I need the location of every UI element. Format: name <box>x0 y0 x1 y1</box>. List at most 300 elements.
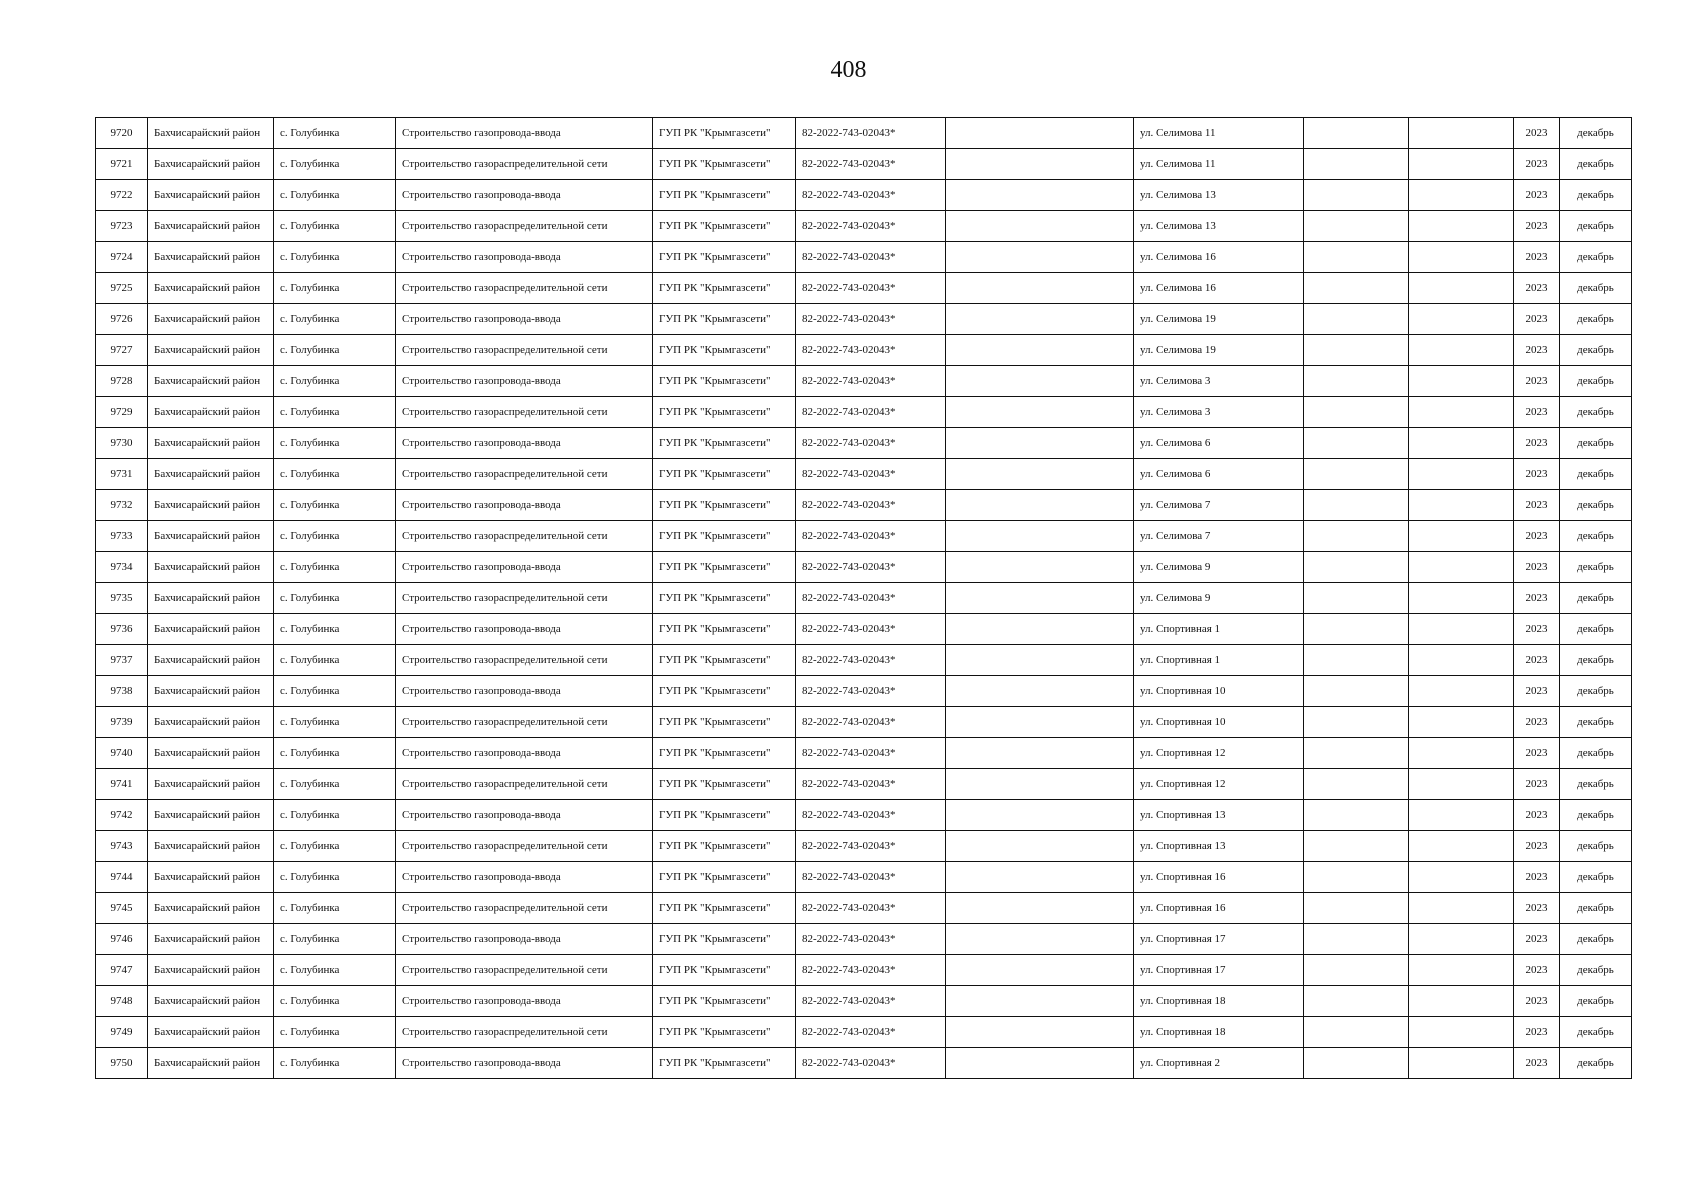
empty-cell <box>1304 738 1409 769</box>
empty-cell <box>1409 831 1514 862</box>
village-cell: с. Голубинка <box>274 893 396 924</box>
village-cell: с. Голубинка <box>274 583 396 614</box>
row-number: 9749 <box>96 1017 148 1048</box>
empty-cell <box>1304 645 1409 676</box>
empty-cell <box>1304 397 1409 428</box>
table-row <box>96 180 1632 211</box>
year-cell: 2023 <box>1514 273 1560 304</box>
table-row <box>96 118 1632 149</box>
year-cell: 2023 <box>1514 242 1560 273</box>
district-cell: Бахчисарайский район <box>148 366 274 397</box>
year-cell: 2023 <box>1514 180 1560 211</box>
table-row <box>96 645 1632 676</box>
work-type-cell: Строительство газораспределительной сети <box>396 955 653 986</box>
village-cell: с. Голубинка <box>274 459 396 490</box>
address-cell: ул. Спортивная 18 <box>1134 986 1304 1017</box>
empty-cell <box>946 955 1134 986</box>
empty-cell <box>1409 397 1514 428</box>
work-type-cell: Строительство газораспределительной сети <box>396 893 653 924</box>
year-cell: 2023 <box>1514 1017 1560 1048</box>
address-cell: ул. Селимова 7 <box>1134 521 1304 552</box>
program-code-cell: 82-2022-743-02043* <box>796 893 946 924</box>
row-number: 9735 <box>96 583 148 614</box>
empty-cell <box>1409 769 1514 800</box>
page-number: 408 <box>830 57 867 83</box>
empty-cell <box>1304 893 1409 924</box>
year-cell: 2023 <box>1514 366 1560 397</box>
table-row <box>96 676 1632 707</box>
work-type-cell: Строительство газопровода-ввода <box>396 800 653 831</box>
village-cell: с. Голубинка <box>274 862 396 893</box>
month-cell: декабрь <box>1560 211 1632 242</box>
empty-cell <box>946 490 1134 521</box>
empty-cell <box>1304 1048 1409 1079</box>
year-cell: 2023 <box>1514 862 1560 893</box>
empty-cell <box>1409 211 1514 242</box>
empty-cell <box>946 366 1134 397</box>
district-cell: Бахчисарайский район <box>148 149 274 180</box>
work-type-cell: Строительство газораспределительной сети <box>396 521 653 552</box>
year-cell: 2023 <box>1514 397 1560 428</box>
organization-cell: ГУП РК "Крымгазсети" <box>653 335 796 366</box>
row-number: 9736 <box>96 614 148 645</box>
address-cell: ул. Селимова 13 <box>1134 211 1304 242</box>
village-cell: с. Голубинка <box>274 118 396 149</box>
address-cell: ул. Селимова 7 <box>1134 490 1304 521</box>
empty-cell <box>946 862 1134 893</box>
row-number: 9730 <box>96 428 148 459</box>
district-cell: Бахчисарайский район <box>148 831 274 862</box>
program-code-cell: 82-2022-743-02043* <box>796 986 946 1017</box>
work-type-cell: Строительство газораспределительной сети <box>396 645 653 676</box>
program-code-cell: 82-2022-743-02043* <box>796 1017 946 1048</box>
organization-cell: ГУП РК "Крымгазсети" <box>653 366 796 397</box>
empty-cell <box>1409 180 1514 211</box>
empty-cell <box>946 1017 1134 1048</box>
address-cell: ул. Спортивная 10 <box>1134 676 1304 707</box>
district-cell: Бахчисарайский район <box>148 738 274 769</box>
empty-cell <box>1409 490 1514 521</box>
program-code-cell: 82-2022-743-02043* <box>796 490 946 521</box>
empty-cell <box>1304 366 1409 397</box>
program-code-cell: 82-2022-743-02043* <box>796 924 946 955</box>
empty-cell <box>946 1048 1134 1079</box>
month-cell: декабрь <box>1560 180 1632 211</box>
row-number: 9743 <box>96 831 148 862</box>
month-cell: декабрь <box>1560 707 1632 738</box>
program-code-cell: 82-2022-743-02043* <box>796 676 946 707</box>
address-cell: ул. Спортивная 1 <box>1134 614 1304 645</box>
organization-cell: ГУП РК "Крымгазсети" <box>653 676 796 707</box>
work-type-cell: Строительство газораспределительной сети <box>396 149 653 180</box>
address-cell: ул. Селимова 16 <box>1134 242 1304 273</box>
empty-cell <box>946 614 1134 645</box>
work-type-cell: Строительство газопровода-ввода <box>396 490 653 521</box>
empty-cell <box>1304 180 1409 211</box>
address-cell: ул. Селимова 16 <box>1134 273 1304 304</box>
empty-cell <box>1409 893 1514 924</box>
district-cell: Бахчисарайский район <box>148 955 274 986</box>
organization-cell: ГУП РК "Крымгазсети" <box>653 273 796 304</box>
address-cell: ул. Спортивная 1 <box>1134 645 1304 676</box>
organization-cell: ГУП РК "Крымгазсети" <box>653 893 796 924</box>
work-type-cell: Строительство газораспределительной сети <box>396 707 653 738</box>
year-cell: 2023 <box>1514 335 1560 366</box>
empty-cell <box>946 397 1134 428</box>
address-cell: ул. Селимова 9 <box>1134 583 1304 614</box>
table-row <box>96 738 1632 769</box>
year-cell: 2023 <box>1514 645 1560 676</box>
empty-cell <box>1304 211 1409 242</box>
year-cell: 2023 <box>1514 428 1560 459</box>
empty-cell <box>1409 1048 1514 1079</box>
month-cell: декабрь <box>1560 118 1632 149</box>
program-code-cell: 82-2022-743-02043* <box>796 521 946 552</box>
organization-cell: ГУП РК "Крымгазсети" <box>653 118 796 149</box>
district-cell: Бахчисарайский район <box>148 1017 274 1048</box>
month-cell: декабрь <box>1560 831 1632 862</box>
organization-cell: ГУП РК "Крымгазсети" <box>653 521 796 552</box>
program-code-cell: 82-2022-743-02043* <box>796 180 946 211</box>
register-table <box>95 117 1632 1079</box>
district-cell: Бахчисарайский район <box>148 924 274 955</box>
empty-cell <box>1304 924 1409 955</box>
village-cell: с. Голубинка <box>274 304 396 335</box>
organization-cell: ГУП РК "Крымгазсети" <box>653 149 796 180</box>
table-row <box>96 924 1632 955</box>
row-number: 9725 <box>96 273 148 304</box>
month-cell: декабрь <box>1560 800 1632 831</box>
row-number: 9732 <box>96 490 148 521</box>
table-row <box>96 831 1632 862</box>
village-cell: с. Голубинка <box>274 955 396 986</box>
district-cell: Бахчисарайский район <box>148 521 274 552</box>
row-number: 9742 <box>96 800 148 831</box>
empty-cell <box>946 583 1134 614</box>
village-cell: с. Голубинка <box>274 986 396 1017</box>
empty-cell <box>1409 862 1514 893</box>
district-cell: Бахчисарайский район <box>148 862 274 893</box>
organization-cell: ГУП РК "Крымгазсети" <box>653 800 796 831</box>
row-number: 9747 <box>96 955 148 986</box>
table-row <box>96 273 1632 304</box>
district-cell: Бахчисарайский район <box>148 273 274 304</box>
district-cell: Бахчисарайский район <box>148 1048 274 1079</box>
table-row <box>96 521 1632 552</box>
empty-cell <box>946 831 1134 862</box>
program-code-cell: 82-2022-743-02043* <box>796 552 946 583</box>
row-number: 9720 <box>96 118 148 149</box>
district-cell: Бахчисарайский район <box>148 428 274 459</box>
district-cell: Бахчисарайский район <box>148 211 274 242</box>
table-row <box>96 1048 1632 1079</box>
row-number: 9729 <box>96 397 148 428</box>
program-code-cell: 82-2022-743-02043* <box>796 211 946 242</box>
address-cell: ул. Спортивная 17 <box>1134 955 1304 986</box>
work-type-cell: Строительство газопровода-ввода <box>396 862 653 893</box>
village-cell: с. Голубинка <box>274 831 396 862</box>
work-type-cell: Строительство газораспределительной сети <box>396 211 653 242</box>
row-number: 9724 <box>96 242 148 273</box>
village-cell: с. Голубинка <box>274 211 396 242</box>
village-cell: с. Голубинка <box>274 366 396 397</box>
district-cell: Бахчисарайский район <box>148 490 274 521</box>
address-cell: ул. Спортивная 2 <box>1134 1048 1304 1079</box>
month-cell: декабрь <box>1560 459 1632 490</box>
address-cell: ул. Селимова 6 <box>1134 428 1304 459</box>
empty-cell <box>946 428 1134 459</box>
year-cell: 2023 <box>1514 986 1560 1017</box>
program-code-cell: 82-2022-743-02043* <box>796 583 946 614</box>
organization-cell: ГУП РК "Крымгазсети" <box>653 614 796 645</box>
empty-cell <box>946 552 1134 583</box>
empty-cell <box>1409 366 1514 397</box>
year-cell: 2023 <box>1514 769 1560 800</box>
organization-cell: ГУП РК "Крымгазсети" <box>653 211 796 242</box>
district-cell: Бахчисарайский район <box>148 242 274 273</box>
program-code-cell: 82-2022-743-02043* <box>796 273 946 304</box>
village-cell: с. Голубинка <box>274 428 396 459</box>
empty-cell <box>1304 769 1409 800</box>
address-cell: ул. Спортивная 12 <box>1134 769 1304 800</box>
organization-cell: ГУП РК "Крымгазсети" <box>653 769 796 800</box>
program-code-cell: 82-2022-743-02043* <box>796 862 946 893</box>
month-cell: декабрь <box>1560 273 1632 304</box>
work-type-cell: Строительство газопровода-ввода <box>396 924 653 955</box>
row-number: 9734 <box>96 552 148 583</box>
empty-cell <box>1409 707 1514 738</box>
empty-cell <box>1409 242 1514 273</box>
month-cell: декабрь <box>1560 769 1632 800</box>
work-type-cell: Строительство газопровода-ввода <box>396 428 653 459</box>
district-cell: Бахчисарайский район <box>148 645 274 676</box>
empty-cell <box>1409 273 1514 304</box>
table-row <box>96 304 1632 335</box>
table-row <box>96 583 1632 614</box>
year-cell: 2023 <box>1514 924 1560 955</box>
program-code-cell: 82-2022-743-02043* <box>796 831 946 862</box>
work-type-cell: Строительство газопровода-ввода <box>396 986 653 1017</box>
empty-cell <box>946 800 1134 831</box>
year-cell: 2023 <box>1514 955 1560 986</box>
organization-cell: ГУП РК "Крымгазсети" <box>653 242 796 273</box>
year-cell: 2023 <box>1514 521 1560 552</box>
organization-cell: ГУП РК "Крымгазсети" <box>653 397 796 428</box>
empty-cell <box>1304 118 1409 149</box>
empty-cell <box>946 304 1134 335</box>
month-cell: декабрь <box>1560 335 1632 366</box>
year-cell: 2023 <box>1514 490 1560 521</box>
district-cell: Бахчисарайский район <box>148 800 274 831</box>
address-cell: ул. Селимова 3 <box>1134 397 1304 428</box>
year-cell: 2023 <box>1514 831 1560 862</box>
empty-cell <box>1304 986 1409 1017</box>
empty-cell <box>1409 521 1514 552</box>
village-cell: с. Голубинка <box>274 490 396 521</box>
work-type-cell: Строительство газопровода-ввода <box>396 738 653 769</box>
organization-cell: ГУП РК "Крымгазсети" <box>653 180 796 211</box>
organization-cell: ГУП РК "Крымгазсети" <box>653 707 796 738</box>
month-cell: декабрь <box>1560 552 1632 583</box>
organization-cell: ГУП РК "Крымгазсети" <box>653 924 796 955</box>
row-number: 9746 <box>96 924 148 955</box>
register-body <box>96 118 1632 1079</box>
empty-cell <box>1304 521 1409 552</box>
district-cell: Бахчисарайский район <box>148 614 274 645</box>
program-code-cell: 82-2022-743-02043* <box>796 769 946 800</box>
district-cell: Бахчисарайский район <box>148 583 274 614</box>
empty-cell <box>946 335 1134 366</box>
month-cell: декабрь <box>1560 738 1632 769</box>
address-cell: ул. Спортивная 13 <box>1134 831 1304 862</box>
work-type-cell: Строительство газопровода-ввода <box>396 1048 653 1079</box>
month-cell: декабрь <box>1560 676 1632 707</box>
program-code-cell: 82-2022-743-02043* <box>796 335 946 366</box>
empty-cell <box>1409 304 1514 335</box>
table-row <box>96 366 1632 397</box>
work-type-cell: Строительство газопровода-ввода <box>396 676 653 707</box>
organization-cell: ГУП РК "Крымгазсети" <box>653 862 796 893</box>
year-cell: 2023 <box>1514 211 1560 242</box>
empty-cell <box>946 118 1134 149</box>
year-cell: 2023 <box>1514 738 1560 769</box>
program-code-cell: 82-2022-743-02043* <box>796 459 946 490</box>
program-code-cell: 82-2022-743-02043* <box>796 304 946 335</box>
work-type-cell: Строительство газопровода-ввода <box>396 304 653 335</box>
year-cell: 2023 <box>1514 149 1560 180</box>
empty-cell <box>1304 459 1409 490</box>
year-cell: 2023 <box>1514 304 1560 335</box>
empty-cell <box>1409 800 1514 831</box>
year-cell: 2023 <box>1514 800 1560 831</box>
month-cell: декабрь <box>1560 645 1632 676</box>
district-cell: Бахчисарайский район <box>148 118 274 149</box>
year-cell: 2023 <box>1514 118 1560 149</box>
work-type-cell: Строительство газораспределительной сети <box>396 769 653 800</box>
year-cell: 2023 <box>1514 1048 1560 1079</box>
empty-cell <box>1304 304 1409 335</box>
organization-cell: ГУП РК "Крымгазсети" <box>653 304 796 335</box>
district-cell: Бахчисарайский район <box>148 552 274 583</box>
empty-cell <box>1304 1017 1409 1048</box>
empty-cell <box>1304 955 1409 986</box>
organization-cell: ГУП РК "Крымгазсети" <box>653 583 796 614</box>
district-cell: Бахчисарайский район <box>148 893 274 924</box>
table-row <box>96 459 1632 490</box>
year-cell: 2023 <box>1514 583 1560 614</box>
table-row <box>96 986 1632 1017</box>
empty-cell <box>1409 924 1514 955</box>
empty-cell <box>946 180 1134 211</box>
work-type-cell: Строительство газопровода-ввода <box>396 614 653 645</box>
table-row <box>96 428 1632 459</box>
program-code-cell: 82-2022-743-02043* <box>796 738 946 769</box>
empty-cell <box>946 986 1134 1017</box>
row-number: 9727 <box>96 335 148 366</box>
empty-cell <box>1409 614 1514 645</box>
empty-cell <box>1304 149 1409 180</box>
empty-cell <box>1409 738 1514 769</box>
table-row <box>96 769 1632 800</box>
row-number: 9721 <box>96 149 148 180</box>
month-cell: декабрь <box>1560 397 1632 428</box>
district-cell: Бахчисарайский район <box>148 986 274 1017</box>
empty-cell <box>946 893 1134 924</box>
empty-cell <box>1304 428 1409 459</box>
village-cell: с. Голубинка <box>274 397 396 428</box>
row-number: 9750 <box>96 1048 148 1079</box>
organization-cell: ГУП РК "Крымгазсети" <box>653 1017 796 1048</box>
organization-cell: ГУП РК "Крымгазсети" <box>653 1048 796 1079</box>
month-cell: декабрь <box>1560 862 1632 893</box>
empty-cell <box>1409 552 1514 583</box>
village-cell: с. Голубинка <box>274 521 396 552</box>
address-cell: ул. Селимова 19 <box>1134 304 1304 335</box>
empty-cell <box>946 645 1134 676</box>
program-code-cell: 82-2022-743-02043* <box>796 1048 946 1079</box>
work-type-cell: Строительство газопровода-ввода <box>396 366 653 397</box>
row-number: 9748 <box>96 986 148 1017</box>
month-cell: декабрь <box>1560 614 1632 645</box>
row-number: 9738 <box>96 676 148 707</box>
organization-cell: ГУП РК "Крымгазсети" <box>653 831 796 862</box>
empty-cell <box>1304 583 1409 614</box>
program-code-cell: 82-2022-743-02043* <box>796 118 946 149</box>
district-cell: Бахчисарайский район <box>148 397 274 428</box>
empty-cell <box>1304 552 1409 583</box>
village-cell: с. Голубинка <box>274 552 396 583</box>
empty-cell <box>1304 676 1409 707</box>
empty-cell <box>1304 273 1409 304</box>
empty-cell <box>1409 118 1514 149</box>
village-cell: с. Голубинка <box>274 769 396 800</box>
work-type-cell: Строительство газопровода-ввода <box>396 552 653 583</box>
row-number: 9722 <box>96 180 148 211</box>
organization-cell: ГУП РК "Крымгазсети" <box>653 428 796 459</box>
village-cell: с. Голубинка <box>274 335 396 366</box>
program-code-cell: 82-2022-743-02043* <box>796 955 946 986</box>
empty-cell <box>1304 242 1409 273</box>
address-cell: ул. Спортивная 12 <box>1134 738 1304 769</box>
village-cell: с. Голубинка <box>274 1048 396 1079</box>
organization-cell: ГУП РК "Крымгазсети" <box>653 738 796 769</box>
organization-cell: ГУП РК "Крымгазсети" <box>653 459 796 490</box>
row-number: 9728 <box>96 366 148 397</box>
row-number: 9745 <box>96 893 148 924</box>
year-cell: 2023 <box>1514 676 1560 707</box>
empty-cell <box>946 769 1134 800</box>
program-code-cell: 82-2022-743-02043* <box>796 800 946 831</box>
organization-cell: ГУП РК "Крымгазсети" <box>653 955 796 986</box>
empty-cell <box>946 707 1134 738</box>
village-cell: с. Голубинка <box>274 273 396 304</box>
work-type-cell: Строительство газораспределительной сети <box>396 831 653 862</box>
empty-cell <box>1409 1017 1514 1048</box>
work-type-cell: Строительство газораспределительной сети <box>396 459 653 490</box>
village-cell: с. Голубинка <box>274 645 396 676</box>
month-cell: декабрь <box>1560 955 1632 986</box>
district-cell: Бахчисарайский район <box>148 335 274 366</box>
village-cell: с. Голубинка <box>274 1017 396 1048</box>
district-cell: Бахчисарайский район <box>148 180 274 211</box>
table-row <box>96 893 1632 924</box>
empty-cell <box>1409 645 1514 676</box>
empty-cell <box>1409 335 1514 366</box>
month-cell: декабрь <box>1560 149 1632 180</box>
program-code-cell: 82-2022-743-02043* <box>796 366 946 397</box>
district-cell: Бахчисарайский район <box>148 459 274 490</box>
address-cell: ул. Селимова 11 <box>1134 118 1304 149</box>
